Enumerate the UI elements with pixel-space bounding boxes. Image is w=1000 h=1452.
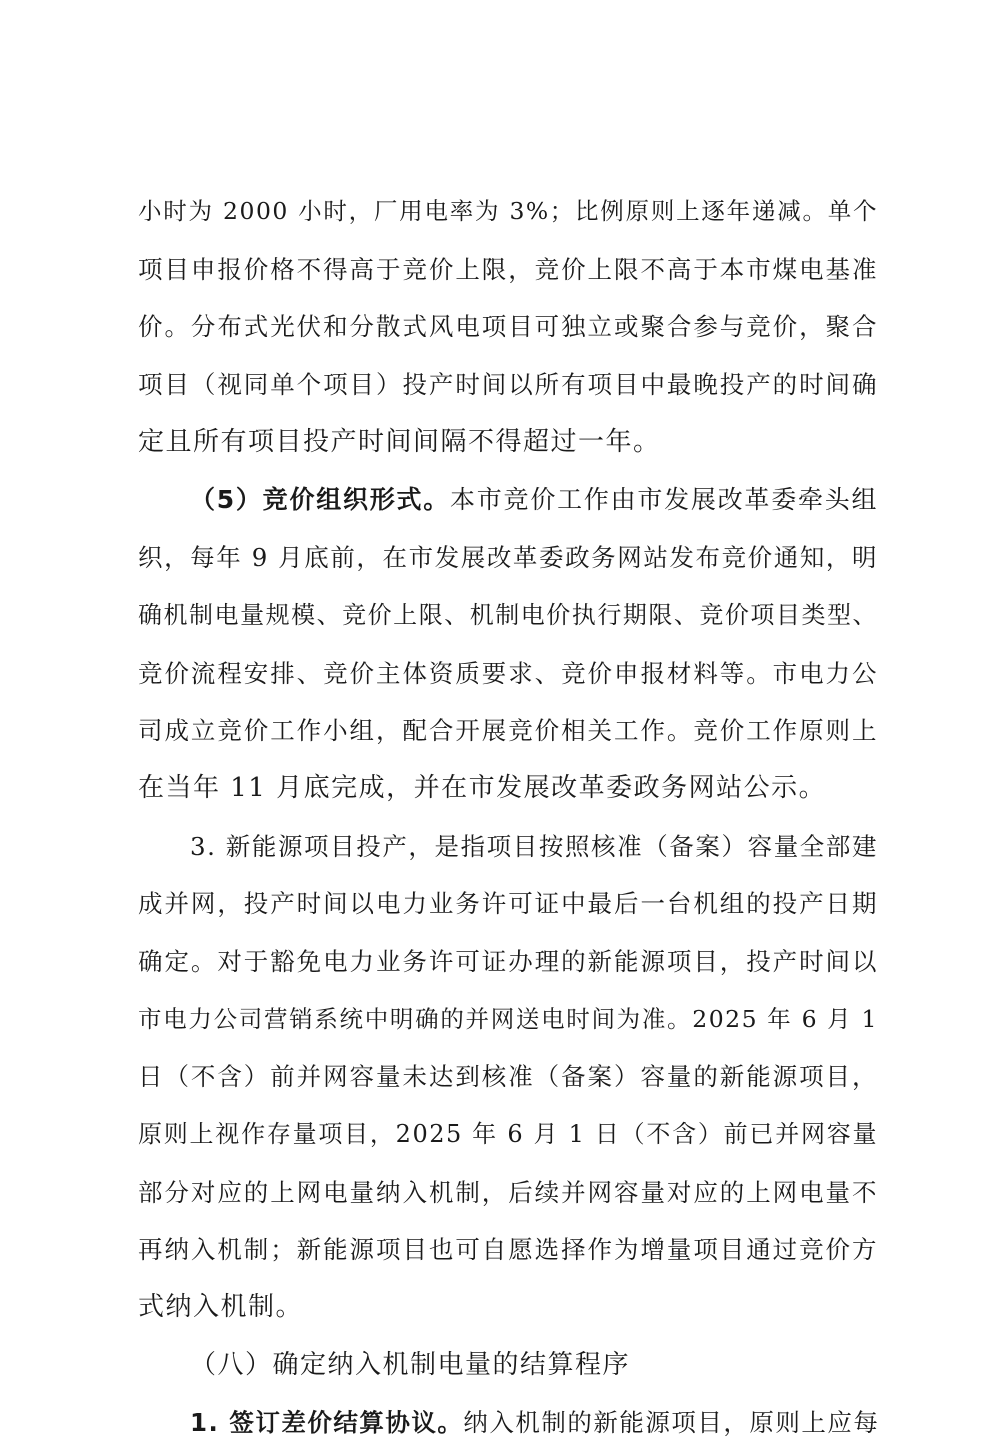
body-line: 再纳入机制；新能源项目也可自愿选择作为增量项目通过竞价方 — [138, 1235, 878, 1265]
paragraph-first-line — [138, 471, 878, 529]
inline-heading: 1. 签订差价结算协议。 — [190, 1408, 464, 1438]
body-line: 价。分布式光伏和分散式风电项目可独立或聚合参与竞价，聚合 — [138, 312, 878, 342]
body-line: 式纳入机制。 — [138, 1292, 304, 1323]
body-line: 在当年 11 月底完成，并在市发展改革委政务网站公示。 — [138, 772, 827, 803]
inline-heading: （5）竞价组织形式。 — [190, 485, 451, 515]
body-line: 确机制电量规模、竞价上限、机制电价执行期限、竞价项目类型、 — [138, 600, 878, 629]
body-line: 日（不含）前并网容量未达到核准（备案）容量的新能源项目， — [138, 1062, 878, 1092]
body-line: 竞价流程安排、竞价主体资质要求、竞价申报材料等。市电力公 — [138, 658, 878, 688]
body-line: 成并网，投产时间以电力业务许可证中最后一台机组的投产日期 — [138, 889, 878, 919]
body-line: 司成立竞价工作小组，配合开展竞价相关工作。竞价工作原则上 — [138, 716, 878, 746]
body-text: 纳入机制的新能源项目，原则上应每 — [463, 1408, 880, 1438]
body-line: 小时为 2000 小时，厂用电率为 3%；比例原则上逐年递减。单个 — [138, 197, 878, 225]
section-heading: （八）确定纳入机制电量的结算程序 — [190, 1349, 631, 1380]
paragraph-first-line: 3. 新能源项目投产，是指项目按照核准（备案）容量全部建 — [190, 831, 878, 861]
paragraph-first-line — [138, 1394, 878, 1452]
body-line: 定且所有项目投产时间间隔不得超过一年。 — [138, 426, 661, 457]
body-text: 本市竞价工作由市发展改革委牵头组 — [450, 485, 878, 515]
body-line: 确定。对于豁免电力业务许可证办理的新能源项目，投产时间以 — [138, 946, 878, 976]
body-line: 市电力公司营销系统中明确的并网送电时间为准。2025 年 6 月 1 — [138, 1004, 878, 1033]
body-line: 织，每年 9 月底前，在市发展改革委政务网站发布竞价通知，明 — [138, 543, 878, 573]
body-line: 部分对应的上网电量纳入机制，后续并网容量对应的上网电量不 — [138, 1177, 878, 1207]
body-line: 原则上视作存量项目，2025 年 6 月 1 日（不含）前已并网容量 — [138, 1120, 878, 1148]
document-body — [138, 183, 878, 1452]
body-line: 项目申报价格不得高于竞价上限，竞价上限不高于本市煤电基准 — [138, 254, 878, 284]
body-line: 项目（视同单个项目）投产时间以所有项目中最晚投产的时间确 — [138, 370, 878, 400]
